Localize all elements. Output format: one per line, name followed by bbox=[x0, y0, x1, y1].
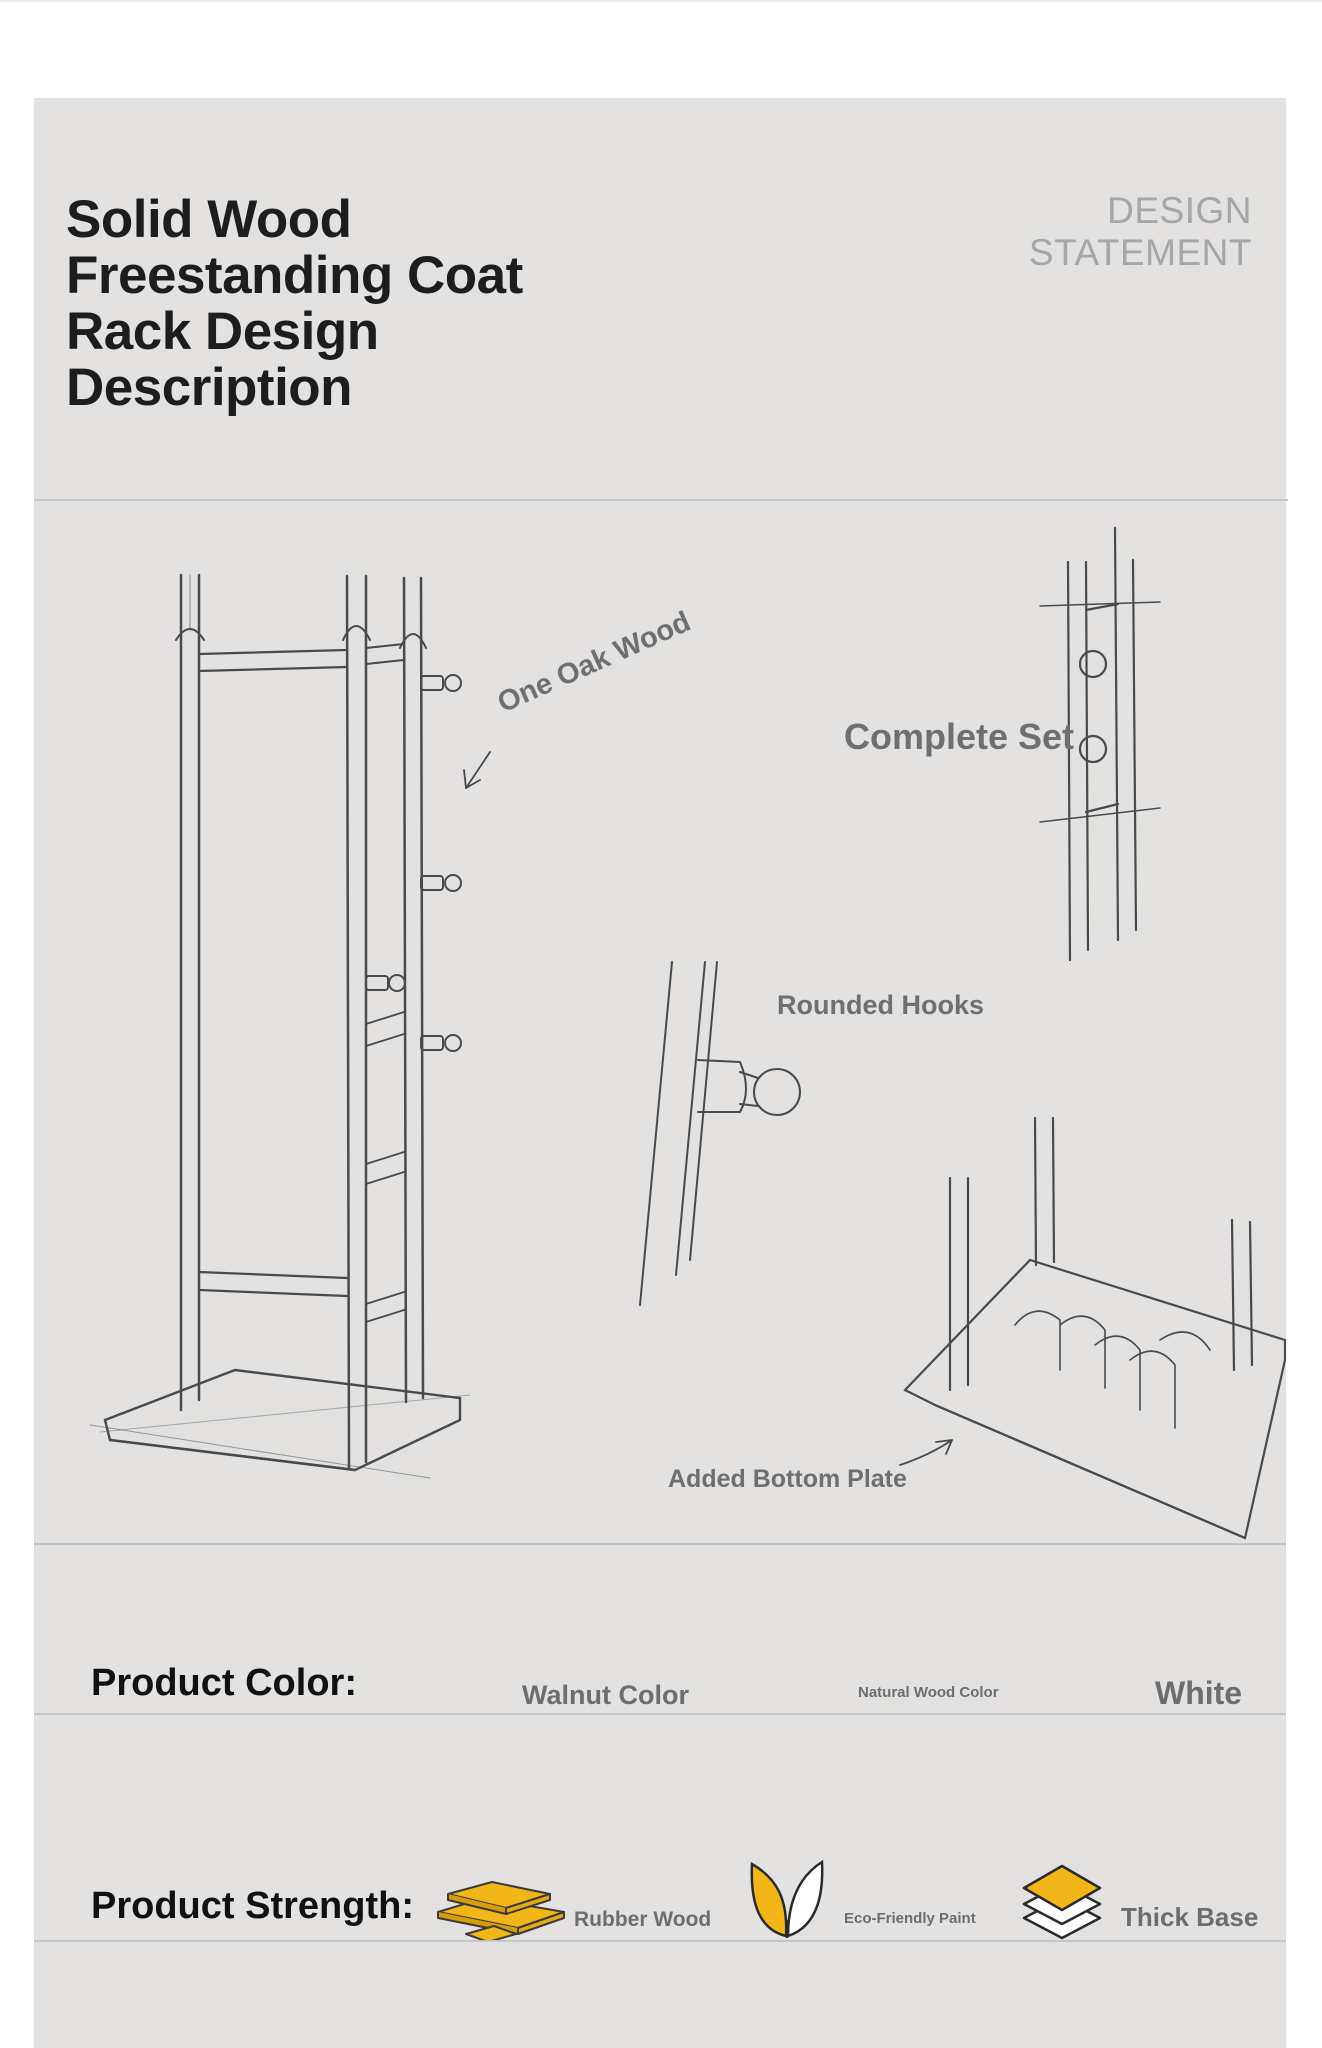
strength-thick-base: Thick Base bbox=[1121, 1902, 1259, 1932]
product-strength-heading: Product Strength: bbox=[91, 1885, 414, 1927]
rack-top-bar bbox=[199, 644, 404, 671]
section-divider bbox=[34, 1543, 1286, 1545]
oak-arrow bbox=[464, 752, 490, 788]
product-color-heading: Product Color: bbox=[91, 1662, 357, 1704]
rack-base bbox=[90, 1370, 470, 1478]
title-line: Description bbox=[66, 358, 353, 417]
wood-boards-icon bbox=[436, 1872, 566, 1942]
rounded-hook-sketch bbox=[640, 962, 800, 1305]
section-divider bbox=[34, 1713, 1286, 1715]
oak-wood-callout: One Oak Wood bbox=[493, 605, 696, 720]
color-option-natural[interactable]: Natural Wood Color bbox=[858, 1684, 999, 1701]
plate-arrow bbox=[900, 1440, 952, 1465]
rack-lower-bar bbox=[199, 1272, 347, 1296]
leaf-icon bbox=[748, 1858, 826, 1940]
title-line: Solid Wood bbox=[66, 190, 352, 249]
section-divider bbox=[34, 1940, 1286, 1942]
rack-hooks bbox=[366, 675, 461, 1051]
rack-right-posts bbox=[343, 576, 426, 1468]
rack-left-post bbox=[176, 575, 204, 1410]
strength-eco-paint: Eco-Friendly Paint bbox=[844, 1910, 976, 1927]
rounded-hooks-callout: Rounded Hooks bbox=[777, 990, 984, 1020]
bottom-plate-sketch bbox=[905, 1118, 1285, 1538]
complete-set-callout: Complete Set bbox=[844, 716, 1075, 757]
title-line: Rack Design bbox=[66, 302, 379, 361]
statement-line: STATEMENT bbox=[1028, 232, 1252, 273]
rack-rungs bbox=[366, 1012, 404, 1322]
title-line: Freestanding Coat bbox=[66, 246, 523, 305]
color-option-white[interactable]: White bbox=[1155, 1675, 1243, 1711]
strength-rubber-wood: Rubber Wood bbox=[574, 1908, 712, 1931]
layers-icon bbox=[1020, 1862, 1104, 1942]
statement-line: DESIGN bbox=[1107, 190, 1252, 231]
bottom-plate-callout: Added Bottom Plate bbox=[668, 1465, 907, 1493]
color-option-walnut[interactable]: Walnut Color bbox=[522, 1680, 689, 1710]
